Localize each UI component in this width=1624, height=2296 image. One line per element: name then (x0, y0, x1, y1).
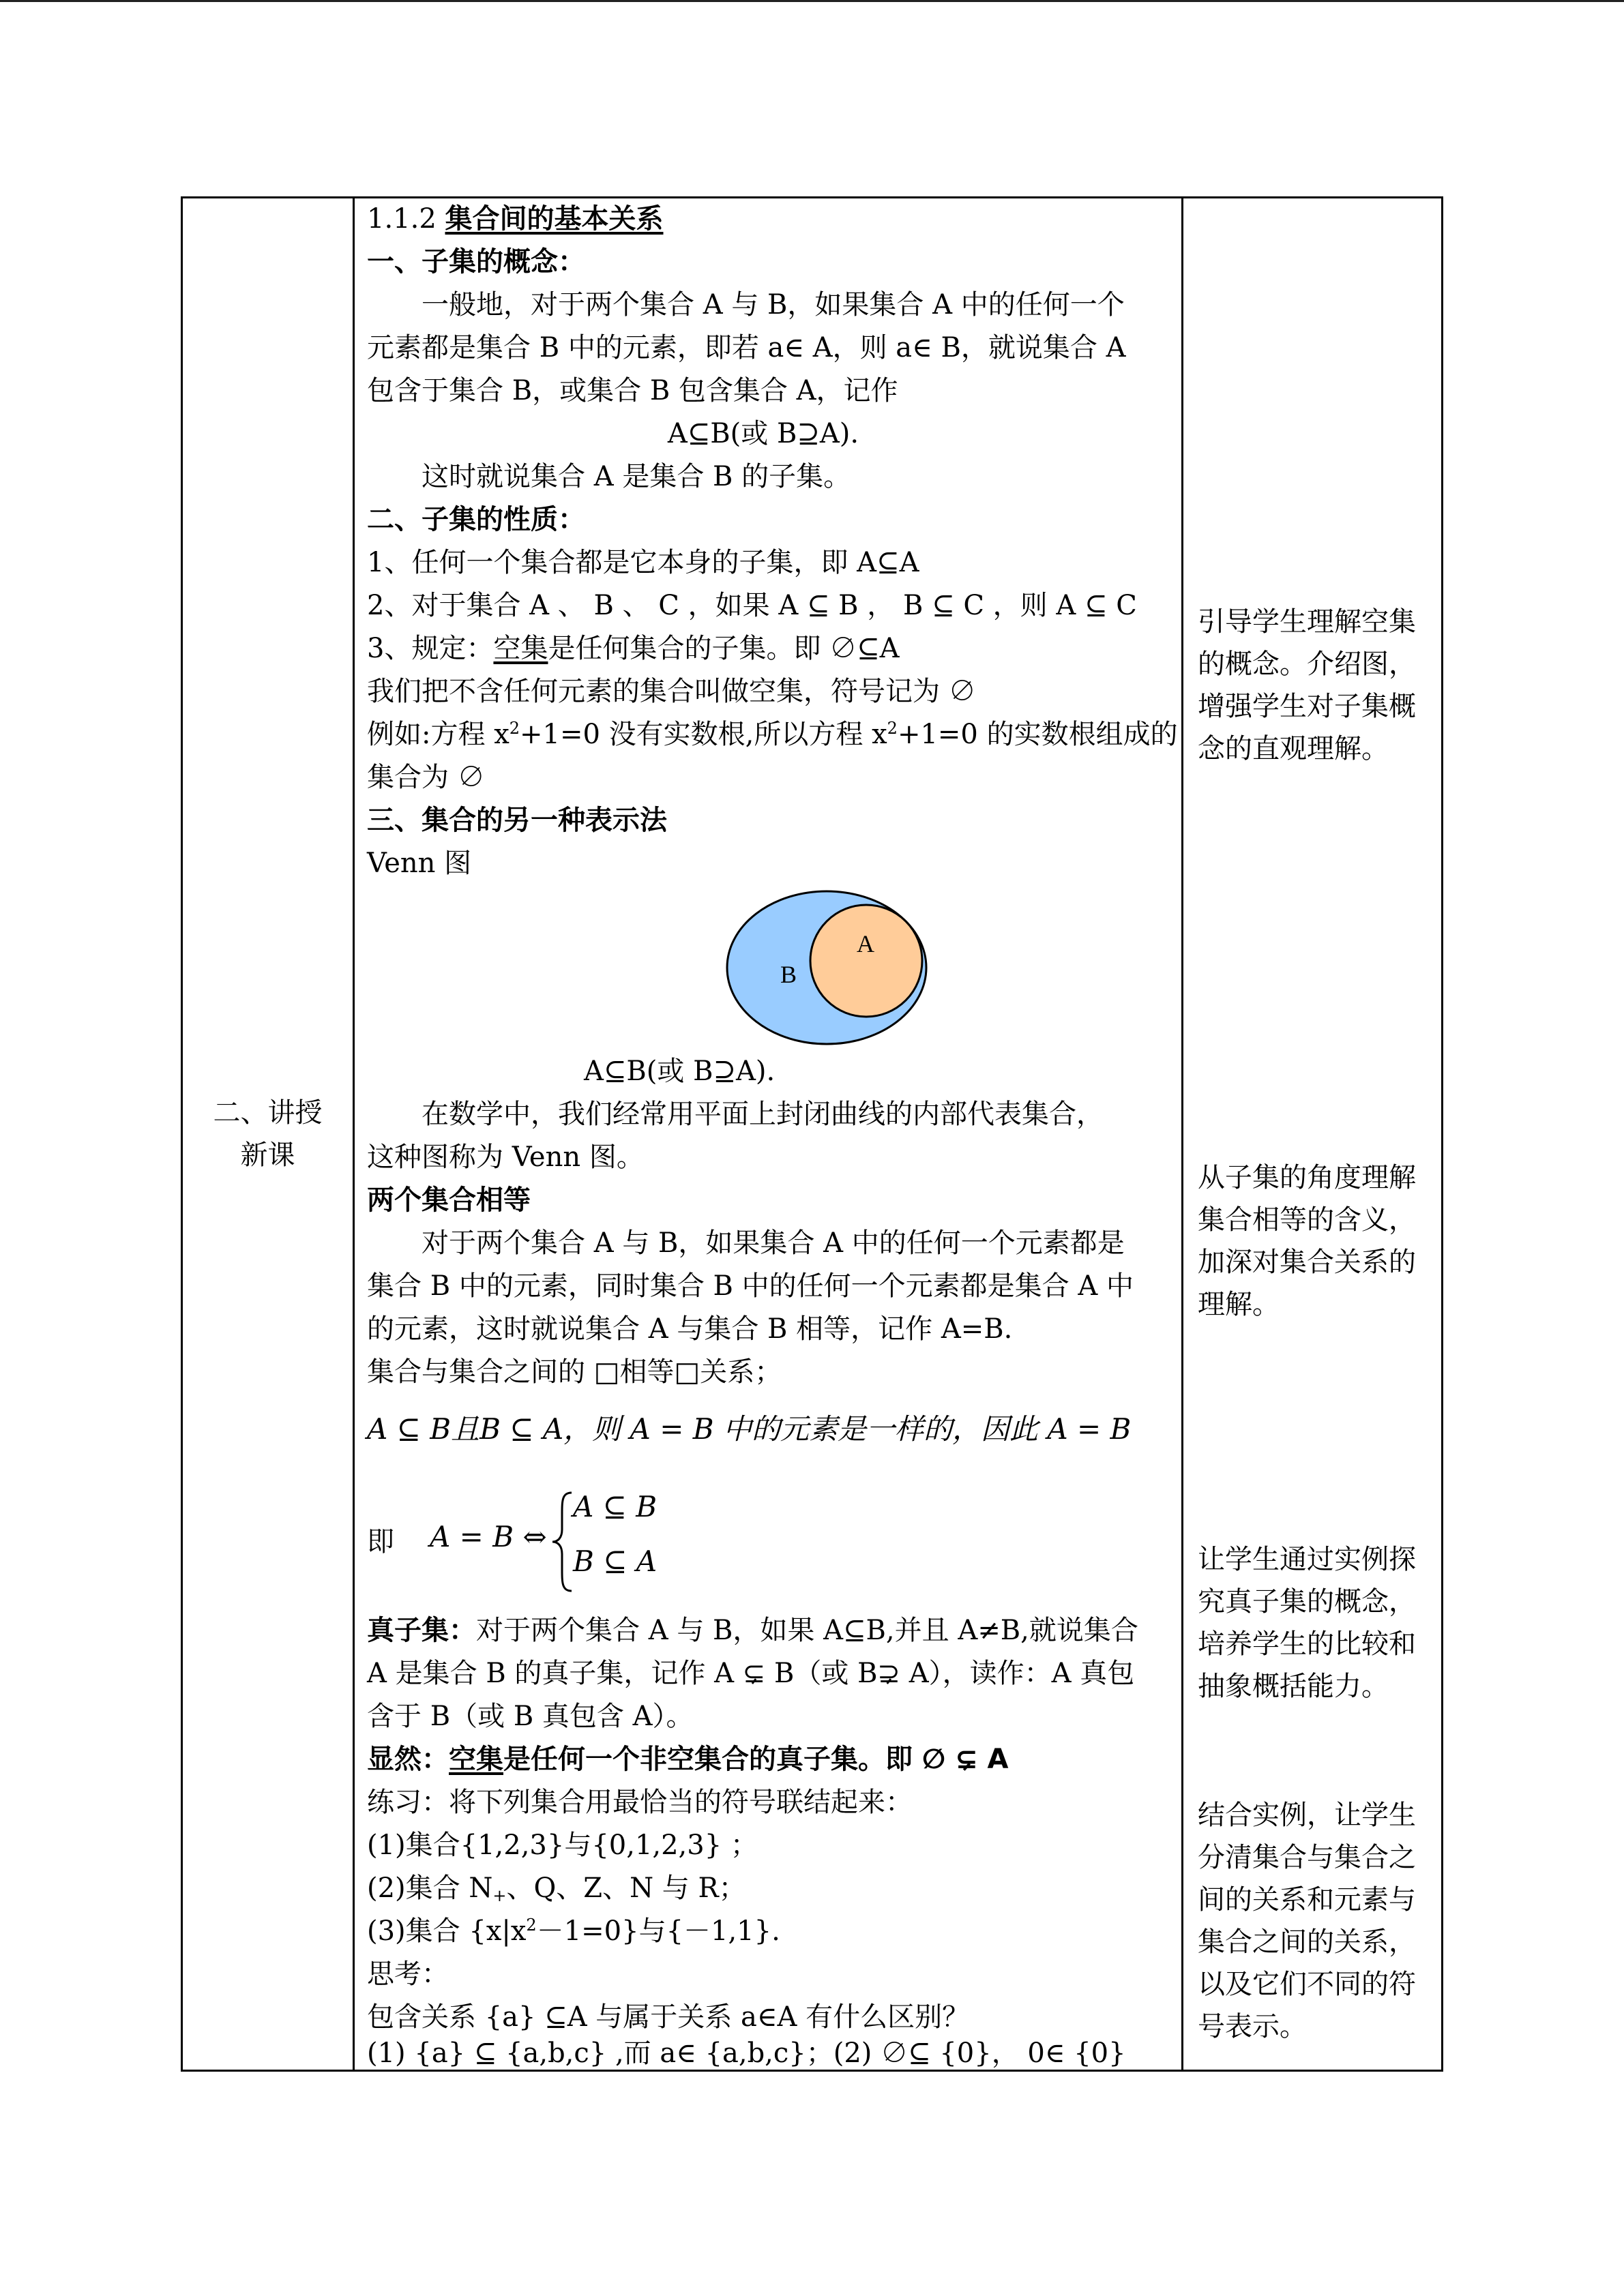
heading-subset-concept: 一、子集的概念： (367, 246, 585, 278)
paragraph-line: 元素都是集合 B 中的元素，即若 a∈ A，则 a∈ B，就说集合 A (367, 332, 1126, 363)
paragraph-line: 在数学中，我们经常用平面上封闭曲线的内部代表集合， (422, 1099, 1104, 1130)
exercise-title: 练习：将下列集合用最恰当的符号联结起来： (367, 1787, 913, 1818)
heading-venn: 三、集合的另一种表示法 (367, 805, 667, 836)
content-column (357, 198, 1183, 2070)
text-span: 即 (367, 1526, 394, 1557)
top-rule (0, 0, 1624, 2)
equivalence-formula (367, 1487, 844, 1596)
paragraph-line: 的元素，这时就说集合 A 与集合 B 相等，记作 A=B. (367, 1313, 1013, 1345)
property-item (367, 628, 900, 669)
superscript: 2 (526, 1915, 537, 1935)
property-item: 2、对于集合 A 、 B 、 C ，如果 A ⊆ B ， B ⊆ C ，则 A ⊆ C (367, 590, 1137, 621)
lesson-table (181, 196, 1443, 2072)
think-answer: (1) {a} ⊆ {a,b,c} ,而 a∈ {a,b,c}；(2) ∅⊆ {0}， 0∈ {0} (367, 2038, 1126, 2069)
column-divider (353, 198, 355, 2070)
text-span: 、Q、Z、N 与 R； (506, 1873, 746, 1904)
text-span: 3、规定： (367, 633, 494, 664)
property-item: 1、任何一个集合都是它本身的子集，即 A⊆A (367, 547, 919, 578)
text-span: 对于两个集合 A 与 B，如果 A⊆B,并且 A≠B,就说集合 (476, 1615, 1138, 1646)
text-span: +1=0 的实数根组成的 (897, 719, 1178, 750)
exercise-item (367, 1911, 780, 1952)
think-question: 包含关系 {a} ⊆A 与属于关系 a∈A 有什么区别？ (367, 2001, 970, 2033)
text-span: 是任何一个非空集合的真子集。即 ∅ ⊊ A (503, 1744, 1009, 1775)
text-span: (3)集合 {x|x (367, 1915, 527, 1947)
exercise-item: (1)集合{1,2,3}与{0,1,2,3} ； (367, 1830, 758, 1861)
lesson-title-text: 集合间的基本关系 (445, 203, 664, 235)
brace-case-bottom: B ⊆ A (573, 1545, 658, 1578)
paragraph-line: A 是集合 B 的真子集，记作 A ⊊ B（或 B⊋ A），读作：A 真包 (367, 1658, 1135, 1689)
venn-label-b: B (780, 961, 797, 988)
proper-subset-line (367, 1610, 1138, 1651)
formula-subset: A⊆B(或 B⊇A). (667, 418, 859, 449)
heading-subset-properties: 二、子集的性质： (367, 504, 585, 535)
text-span: +1=0 没有实数根,所以方程 x (520, 719, 887, 750)
formula-equality: A ⊆ B且B ⊆ A，则 A = B 中的元素是一样的，因此 A = B (367, 1412, 1132, 1446)
notes-column (1185, 198, 1441, 2070)
venn-label-a: A (857, 930, 874, 957)
heading-set-equality: 两个集合相等 (367, 1184, 531, 1216)
paragraph-line: 这种图称为 Venn 图。 (367, 1142, 644, 1173)
venn-set-a (810, 905, 922, 1017)
teaching-note: 让学生通过实例探究真子集的概念，培养学生的比较和抽象概括能力。 (1198, 1544, 1416, 1702)
text-span: 显然： (367, 1744, 449, 1775)
paragraph-line: 对于两个集合 A 与 B，如果集合 A 中的任何一个元素都是 (422, 1227, 1125, 1259)
text-span: －1=0}与{－1,1}. (536, 1915, 780, 1947)
subscript: + (492, 1886, 507, 1905)
paragraph-line: 一般地，对于两个集合 A 与 B，如果集合 A 中的任何一个 (422, 289, 1125, 320)
section-label-line: 二、讲授 (213, 1097, 323, 1129)
text-span: (2)集合 N (367, 1873, 493, 1904)
teaching-note: 引导学生理解空集的概念。介绍图，增强学生对子集概念的直观理解。 (1198, 606, 1416, 764)
text-span: 是任何集合的子集。即 ∅⊆A (548, 633, 900, 664)
example-line: 集合为 ∅ (367, 762, 485, 793)
empty-set-definition: 我们把不含任何元素的集合叫做空集，符号记为 ∅ (367, 676, 976, 707)
term-empty-set: 空集 (493, 633, 548, 664)
venn-caption: A⊆B(或 B⊇A). (584, 1056, 776, 1087)
lesson-number: 1.1.2 (367, 203, 445, 235)
venn-title: Venn 图 (367, 848, 472, 879)
section-column (183, 198, 353, 2070)
example-line (367, 714, 1178, 755)
teaching-note: 结合实例，让学生分清集合与集合之间的关系和元素与集合之间的关系，以及它们不同的符号表示。 (1198, 1800, 1416, 2042)
lesson-title (367, 198, 664, 239)
paragraph-line: 集合 B 中的元素，同时集合 B 中的任何一个元素都是集合 A 中 (367, 1270, 1134, 1302)
paragraph-line: 包含于集合 B，或集合 B 包含集合 A，记作 (367, 375, 898, 406)
paragraph-line: 集合与集合之间的 □相等□关系； (367, 1356, 782, 1388)
superscript: 2 (887, 719, 898, 738)
proper-subset-label: 真子集： (367, 1615, 476, 1646)
teaching-note: 从子集的角度理解集合相等的含义，加深对集合关系的理解。 (1198, 1162, 1416, 1320)
venn-diagram (726, 887, 930, 1051)
formula-lhs: A = B ⇔ (430, 1520, 547, 1553)
section-label (183, 1092, 353, 1176)
exercise-item (367, 1868, 746, 1909)
term-empty-set: 空集 (449, 1744, 503, 1775)
think-label: 思考： (367, 1958, 449, 1990)
text-span: 例如:方程 x (367, 719, 510, 750)
brace-case-top: A ⊆ B (573, 1490, 658, 1523)
paragraph-line: 这时就说集合 A 是集合 B 的子集。 (422, 461, 851, 492)
superscript: 2 (509, 719, 520, 738)
obvious-line (367, 1739, 1009, 1780)
paragraph-line: 含于 B（或 B 真包含 A）。 (367, 1701, 694, 1732)
section-label-line: 新课 (240, 1139, 295, 1171)
